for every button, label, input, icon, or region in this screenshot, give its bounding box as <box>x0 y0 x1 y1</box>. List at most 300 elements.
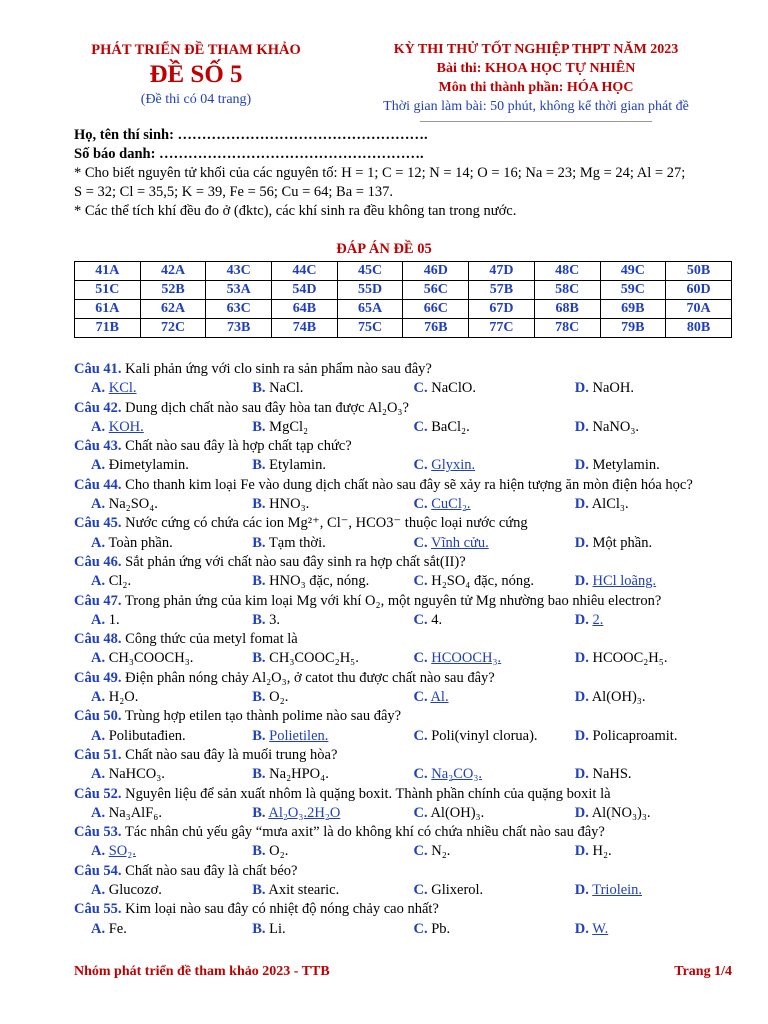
option-text: NaCl. <box>269 380 304 397</box>
gas-note: * Các thể tích khí đều đo ở (đktc), các khí sinh ra đều không tan trong nước. <box>74 203 517 219</box>
answer-option[interactable] <box>252 456 413 475</box>
option-text: Na₂SO₄. <box>108 496 158 513</box>
answer-option[interactable] <box>74 611 252 630</box>
option-text: Al₂O₃.2H₂O <box>268 804 341 821</box>
option-text: Đimetylamin. <box>108 457 189 474</box>
answer-option-correct[interactable] <box>414 534 575 553</box>
question-text: Dung dịch chất nào sau đây hòa tan được Al₂O₃? <box>125 399 409 416</box>
answer-key-cell: 74B <box>272 319 338 338</box>
question-text: Cho thanh kim loại Fe vào dung dịch chất nào sau đây sẽ xảy ra hiện tượng ăn mòn điện hóa học? <box>125 476 693 493</box>
answer-key-row <box>75 281 732 300</box>
question-stem <box>74 476 736 495</box>
question-number: Câu 44. <box>74 476 122 493</box>
option-letter: A. <box>91 920 106 937</box>
option-letter: C. <box>413 882 428 899</box>
question-stem <box>74 437 736 456</box>
option-text: H₂. <box>592 843 612 860</box>
option-text: Poli(vinyl clorua). <box>431 727 538 744</box>
question-number: Câu 43. <box>74 438 122 455</box>
option-text: NaHCO₃. <box>108 766 165 783</box>
name-label: Họ, tên thí sinh: <box>74 127 174 143</box>
answer-key-row <box>75 262 732 281</box>
option-text: H₂O. <box>108 689 139 706</box>
option-letter: B. <box>252 727 266 744</box>
answer-key-cell: 77C <box>469 319 535 338</box>
option-row <box>74 842 736 861</box>
option-letter: C. <box>413 457 428 474</box>
option-text: Polibutađien. <box>108 727 186 744</box>
answer-option[interactable] <box>414 572 575 591</box>
option-text: NaHS. <box>592 766 632 783</box>
answer-key-cell: 71B <box>75 319 141 338</box>
answer-option[interactable] <box>252 611 413 630</box>
answer-option[interactable] <box>74 765 252 784</box>
question-text: Chất nào sau đây là muối trung hòa? <box>125 746 338 763</box>
option-text: CuCl₂. <box>431 496 471 513</box>
answer-option-correct[interactable] <box>575 881 736 900</box>
option-letter: A. <box>91 689 106 706</box>
answer-key-cell: 58C <box>534 281 600 300</box>
answer-key-cell: 79B <box>600 319 666 338</box>
option-letter: D. <box>574 611 589 628</box>
answer-key-cell: 44C <box>272 262 338 281</box>
answer-option-correct[interactable] <box>575 611 736 630</box>
answer-key-cell: 46D <box>403 262 469 281</box>
question-text: Trùng hợp etilen tạo thành polime nào sau đây? <box>124 708 402 725</box>
answer-key-cell: 45C <box>337 262 403 281</box>
answer-option[interactable] <box>414 881 575 900</box>
question-stem <box>74 746 736 765</box>
atomic-mass-line-2: S = 32; Cl = 35,5; K = 39, Fe = 56; Cu = 64; Ba = 137. <box>74 184 393 200</box>
answer-option[interactable] <box>252 649 413 668</box>
option-text: AlCl₃. <box>591 496 629 513</box>
option-row <box>74 534 736 553</box>
option-letter: A. <box>91 766 106 783</box>
option-letter: C. <box>413 920 428 937</box>
option-letter: B. <box>252 380 266 397</box>
answer-option-correct[interactable] <box>575 920 736 939</box>
option-letter: C. <box>413 804 428 821</box>
option-letter: A. <box>91 882 106 899</box>
question-stem <box>74 900 736 919</box>
answer-option-correct[interactable] <box>414 456 575 475</box>
answer-key-cell: 50B <box>666 262 732 281</box>
answer-key-cell: 76B <box>403 319 469 338</box>
question-text: Trong phản ứng của kim loại Mg với khí O₂, một nguyên tử Mg nhường bao nhiêu electron? <box>124 592 662 609</box>
answer-option[interactable] <box>252 495 413 514</box>
answer-key-cell: 60D <box>666 281 732 300</box>
option-letter: B. <box>252 689 266 706</box>
answer-option[interactable] <box>252 881 413 900</box>
exam-paper: Bài thi: KHOA HỌC TỰ NHIÊN <box>436 61 636 76</box>
option-letter: D. <box>574 843 589 860</box>
option-text: Al(NO₃)₃. <box>591 804 651 821</box>
option-row <box>74 572 736 591</box>
answer-key-cell: 73B <box>206 319 272 338</box>
id-label: Số báo danh: <box>74 146 156 162</box>
question-stem <box>74 669 736 688</box>
answer-option-correct[interactable] <box>74 842 252 861</box>
option-letter: D. <box>574 727 589 744</box>
header-subtitle: PHÁT TRIỂN ĐỀ THAM KHẢO <box>91 42 301 58</box>
option-text: Etylamin. <box>269 457 326 474</box>
option-letter: A. <box>91 380 106 397</box>
answer-key-cell: 42A <box>140 262 206 281</box>
option-text: Li. <box>269 920 286 937</box>
answer-key-cell: 62A <box>140 300 206 319</box>
answer-option[interactable] <box>252 418 413 437</box>
option-letter: C. <box>413 611 428 628</box>
question-number: Câu 52. <box>74 785 122 802</box>
option-text: O₂. <box>269 689 289 706</box>
option-letter: B. <box>252 573 266 590</box>
option-text: BaCl₂. <box>431 418 470 435</box>
answer-option[interactable] <box>252 379 413 398</box>
option-letter: B. <box>252 418 266 435</box>
answer-option-correct[interactable] <box>414 649 575 668</box>
page-count-note: (Đề thi có 04 trang) <box>140 92 252 107</box>
answer-option[interactable] <box>74 495 252 514</box>
answer-key-cell: 75C <box>337 319 403 338</box>
question-text: Kim loại nào sau đây có nhiệt độ nóng chảy cao nhất? <box>125 901 439 918</box>
option-row <box>74 688 736 707</box>
question-text: Nước cứng có chứa các ion Mg²⁺, Cl⁻, HCO3⁻ thuộc loại nước cứng <box>125 515 528 532</box>
answer-key-cell: 56C <box>403 281 469 300</box>
name-dots: ……………………………………………. <box>177 127 428 143</box>
candidate-info <box>74 126 734 221</box>
answer-option-correct[interactable] <box>74 379 252 398</box>
answer-option-correct[interactable] <box>414 688 575 707</box>
option-letter: A. <box>91 611 106 628</box>
option-text: HNO₃ đặc, nóng. <box>269 573 370 590</box>
option-letter: C. <box>413 496 428 513</box>
question-number: Câu 47. <box>74 592 122 609</box>
answer-option-correct[interactable] <box>252 727 413 746</box>
question-text: Kali phản ứng với clo sinh ra sản phẩm nào sau đây? <box>125 361 432 377</box>
question-number: Câu 50. <box>74 708 122 725</box>
question-number: Câu 46. <box>74 553 122 570</box>
answer-key-row <box>75 319 732 338</box>
answer-option[interactable] <box>575 495 736 514</box>
answer-option[interactable] <box>252 688 413 707</box>
option-text: Một phần. <box>592 534 653 551</box>
option-text: Pb. <box>431 920 451 937</box>
option-text: Glucozơ. <box>108 882 162 899</box>
answer-key-cell: 57B <box>469 281 535 300</box>
name-line <box>74 126 734 145</box>
answer-option-correct[interactable] <box>74 418 252 437</box>
option-letter: B. <box>252 843 266 860</box>
question-number: Câu 42. <box>74 399 122 416</box>
answer-option[interactable] <box>252 534 413 553</box>
question-stem <box>74 399 736 418</box>
option-text: CH₃COOC₂H₅. <box>269 650 359 667</box>
option-letter: C. <box>413 727 428 744</box>
option-letter: D. <box>574 882 589 899</box>
answer-option[interactable] <box>575 534 736 553</box>
question-number: Câu 53. <box>74 824 122 841</box>
question-text: Chất nào sau đây là hợp chất tạp chức? <box>125 438 352 455</box>
question-number: Câu 41. <box>74 361 122 377</box>
option-letter: D. <box>574 457 589 474</box>
question-number: Câu 54. <box>74 862 122 879</box>
option-letter: A. <box>91 727 106 744</box>
answer-key-cell: 80B <box>666 319 732 338</box>
option-letter: B. <box>252 804 266 821</box>
answer-option[interactable] <box>74 572 252 591</box>
id-dots: ………………………………………………. <box>159 146 424 162</box>
answer-option-correct[interactable] <box>414 765 575 784</box>
option-letter: B. <box>252 920 266 937</box>
answer-option[interactable] <box>575 456 736 475</box>
question-text: Nguyên liệu để sản xuất nhôm là quặng boxit. Thành phần chính của quặng boxit là <box>125 785 611 802</box>
option-letter: D. <box>574 534 589 551</box>
answer-option[interactable] <box>252 572 413 591</box>
answer-key-cell: 51C <box>75 281 141 300</box>
answer-option[interactable] <box>74 534 252 553</box>
question-stem <box>74 553 736 572</box>
question-number: Câu 51. <box>74 746 122 763</box>
option-text: Fe. <box>108 920 127 937</box>
option-text: HNO₃. <box>269 496 310 513</box>
answer-option[interactable] <box>575 379 736 398</box>
option-letter: D. <box>574 804 589 821</box>
answer-option[interactable] <box>414 727 575 746</box>
option-letter: C. <box>413 534 428 551</box>
answer-option[interactable] <box>74 920 252 939</box>
option-row <box>74 804 736 823</box>
exam-subject: Môn thi thành phần: HÓA HỌC <box>438 80 634 95</box>
answer-key-cell: 48C <box>534 262 600 281</box>
option-text: Al(OH)₃. <box>591 689 646 706</box>
option-text: Metylamin. <box>592 457 660 474</box>
question-number: Câu 45. <box>74 515 122 532</box>
option-text: Vĩnh cửu. <box>430 534 489 551</box>
option-text: HCOOCH₃. <box>431 650 502 667</box>
option-letter: C. <box>413 689 428 706</box>
answer-key-cell: 41A <box>75 262 141 281</box>
question-stem <box>74 514 736 533</box>
option-row <box>74 920 736 939</box>
answer-option[interactable] <box>414 379 575 398</box>
answer-key-cell: 69B <box>600 300 666 319</box>
header-left <box>66 40 326 110</box>
page-footer <box>74 964 732 980</box>
answer-option[interactable] <box>74 804 252 823</box>
option-text: Tạm thời. <box>268 534 326 551</box>
exam-name: KỲ THI THỬ TỐT NGHIỆP THPT NĂM 2023 <box>393 42 679 57</box>
option-text: Axit stearic. <box>268 882 340 899</box>
answer-key-cell: 49C <box>600 262 666 281</box>
question-stem <box>74 785 736 804</box>
option-row <box>74 881 736 900</box>
option-letter: B. <box>252 534 266 551</box>
option-letter: C. <box>413 418 428 435</box>
answer-option-correct[interactable] <box>575 572 736 591</box>
answer-option-correct[interactable] <box>414 495 575 514</box>
option-letter: D. <box>574 766 589 783</box>
question-stem <box>74 707 736 726</box>
option-letter: B. <box>252 766 266 783</box>
id-line <box>74 145 734 164</box>
answer-key-title: ĐÁP ÁN ĐỀ 05 <box>336 241 432 257</box>
option-text: KCl. <box>108 380 137 397</box>
answer-option[interactable] <box>74 688 252 707</box>
header-right <box>356 40 716 116</box>
answer-option[interactable] <box>575 727 736 746</box>
answer-option[interactable] <box>414 611 575 630</box>
question-stem <box>74 592 736 611</box>
option-text: SO₂. <box>108 843 136 860</box>
answer-option[interactable] <box>414 842 575 861</box>
answer-key-row <box>75 300 732 319</box>
option-text: 3. <box>269 611 281 628</box>
option-letter: C. <box>413 843 428 860</box>
answer-option[interactable] <box>252 765 413 784</box>
answer-option[interactable] <box>575 649 736 668</box>
answer-key-cell: 55D <box>337 281 403 300</box>
option-text: NaNO₃. <box>592 418 640 435</box>
option-letter: B. <box>252 457 266 474</box>
answer-key-cell: 67D <box>469 300 535 319</box>
option-letter: C. <box>413 650 428 667</box>
answer-option[interactable] <box>252 920 413 939</box>
option-row <box>74 379 736 398</box>
answer-key-cell: 54D <box>272 281 338 300</box>
option-letter: A. <box>91 843 106 860</box>
answer-option[interactable] <box>74 456 252 475</box>
option-text: O₂. <box>269 843 289 860</box>
answer-option[interactable] <box>74 881 252 900</box>
option-text: Glixerol. <box>431 882 484 899</box>
question-number: Câu 48. <box>74 631 122 648</box>
answer-option[interactable] <box>575 765 736 784</box>
question-number: Câu 49. <box>74 669 122 686</box>
answer-key-cell: 59C <box>600 281 666 300</box>
footer-group: Nhóm phát triển đề tham khảo 2023 - TTB <box>74 964 330 979</box>
footer-page-number: Trang 1/4 <box>674 964 732 979</box>
exam-duration: Thời gian làm bài: 50 phút, không kể thời gian phát đề <box>383 99 689 114</box>
option-text: Na₃AlF₆. <box>108 804 162 821</box>
option-letter: D. <box>574 650 589 667</box>
option-text: Cl₂. <box>108 573 132 590</box>
answer-key-cell: 72C <box>140 319 206 338</box>
option-letter: D. <box>574 689 589 706</box>
option-text: Polietilen. <box>269 727 329 744</box>
option-text: HCl loãng. <box>592 573 657 590</box>
answer-option[interactable] <box>575 688 736 707</box>
answer-option[interactable] <box>575 842 736 861</box>
option-row <box>74 611 736 630</box>
answer-key-cell: 68B <box>534 300 600 319</box>
question-stem <box>74 862 736 881</box>
option-letter: B. <box>252 611 266 628</box>
answer-option[interactable] <box>414 804 575 823</box>
option-letter: B. <box>252 882 266 899</box>
option-letter: D. <box>574 920 589 937</box>
answer-option[interactable] <box>414 418 575 437</box>
option-text: Na₂HPO₄. <box>269 766 329 783</box>
answer-option[interactable] <box>74 727 252 746</box>
option-letter: A. <box>91 534 106 551</box>
question-stem <box>74 360 736 379</box>
answer-key-cell: 43C <box>206 262 272 281</box>
answer-key-cell: 78C <box>534 319 600 338</box>
option-text: H₂SO₄ đặc, nóng. <box>431 573 534 590</box>
option-text: N₂. <box>431 843 451 860</box>
option-text: NaClO. <box>431 380 476 397</box>
option-text: KOH. <box>108 418 144 435</box>
answer-option[interactable] <box>74 649 252 668</box>
option-text: Toàn phần. <box>108 534 173 551</box>
answer-key-cell: 65A <box>337 300 403 319</box>
option-text: 1. <box>108 611 120 628</box>
answer-option[interactable] <box>575 804 736 823</box>
option-row <box>74 418 736 437</box>
option-letter: B. <box>252 650 266 667</box>
option-text: CH₃COOCH₃. <box>108 650 194 667</box>
answer-option[interactable] <box>414 920 575 939</box>
question-text: Chất nào sau đây là chất béo? <box>125 862 298 879</box>
answer-key-cell: 47D <box>469 262 535 281</box>
option-text: Al(OH)₃. <box>430 804 485 821</box>
option-row <box>74 765 736 784</box>
option-text: Al. <box>430 689 449 706</box>
answer-key-cell: 52B <box>140 281 206 300</box>
option-text: 2. <box>592 611 604 628</box>
option-letter: C. <box>413 380 428 397</box>
option-text: Policaproamit. <box>592 727 678 744</box>
option-text: 4. <box>431 611 443 628</box>
option-letter: A. <box>91 496 106 513</box>
option-row <box>74 456 736 475</box>
answer-key-cell: 53A <box>206 281 272 300</box>
question-text: Công thức của metyl fomat là <box>125 631 298 648</box>
question-stem <box>74 823 736 842</box>
answer-key-cell: 64B <box>272 300 338 319</box>
option-text: Glyxin. <box>431 457 476 474</box>
option-text: MgCl₂ <box>269 418 309 435</box>
answer-option[interactable] <box>252 842 413 861</box>
answer-key-cell: 66C <box>403 300 469 319</box>
answer-key-cell: 61A <box>75 300 141 319</box>
exam-title: ĐỀ SỐ 5 <box>149 61 243 88</box>
answer-option[interactable] <box>575 418 736 437</box>
option-letter: A. <box>91 650 106 667</box>
option-letter: A. <box>91 804 106 821</box>
option-letter: D. <box>574 496 589 513</box>
option-letter: D. <box>574 418 589 435</box>
question-text: Sắt phản ứng với chất nào sau đây sinh ra hợp chất sắt(II)? <box>125 553 466 570</box>
question-number: Câu 55. <box>74 901 122 918</box>
option-letter: C. <box>413 766 428 783</box>
option-letter: A. <box>91 457 106 474</box>
option-text: W. <box>592 920 609 937</box>
answer-key-cell: 70A <box>666 300 732 319</box>
answer-key-cell: 63C <box>206 300 272 319</box>
option-row <box>74 649 736 668</box>
question-list <box>74 360 736 939</box>
option-letter: C. <box>413 573 428 590</box>
header-divider <box>420 121 652 122</box>
answer-key-table <box>74 261 732 338</box>
option-text: NaOH. <box>592 380 634 397</box>
answer-option-correct[interactable] <box>252 804 413 823</box>
question-text: Điện phân nóng chảy Al₂O₃, ở catot thu được chất nào sau đây? <box>125 669 495 686</box>
option-letter: A. <box>91 573 106 590</box>
option-row <box>74 727 736 746</box>
option-letter: D. <box>574 573 589 590</box>
